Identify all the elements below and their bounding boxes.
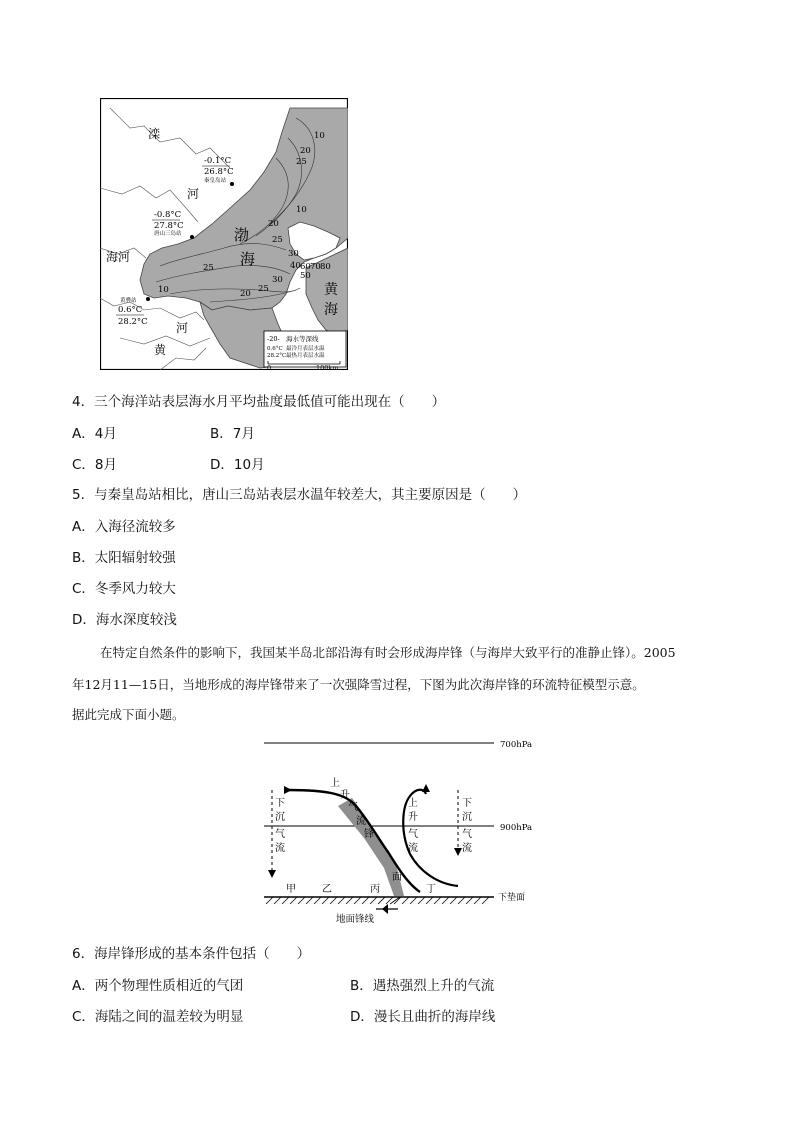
svg-text:60: 60 bbox=[300, 262, 311, 272]
svg-text:上: 上 bbox=[330, 778, 340, 789]
svg-text:气: 气 bbox=[348, 802, 358, 813]
q4-option-a: A．4月 bbox=[72, 426, 117, 442]
left-sink-arrowhead bbox=[268, 870, 276, 878]
svg-text:25: 25 bbox=[272, 235, 283, 245]
passage-line-1: 在特定自然条件的影响下，我国某半岛北部沿海有时会形成海岸锋（与海岸大致平行的准静止锋）。2005 bbox=[100, 645, 676, 660]
legend-max-label: 最热月表层水温 bbox=[286, 353, 325, 359]
svg-text:气: 气 bbox=[275, 829, 285, 840]
svg-text:下: 下 bbox=[462, 798, 472, 809]
q5-option-a: A．入海径流较多 bbox=[72, 519, 176, 535]
label-sea-huang2: 海 bbox=[324, 302, 338, 318]
q4-option-c: C．8月 bbox=[72, 457, 118, 473]
svg-text:10: 10 bbox=[314, 131, 325, 141]
svg-text:30: 30 bbox=[288, 249, 299, 259]
legend-scale-end: 100km bbox=[316, 364, 339, 370]
passage-line-3: 据此完成下面小题。 bbox=[72, 707, 185, 722]
label-he2: 河 bbox=[176, 321, 189, 335]
svg-text:上: 上 bbox=[408, 798, 418, 809]
q6-option-c: C．海陆之间的温差较为明显 bbox=[72, 1009, 244, 1025]
rising-curve-left-arrowhead bbox=[284, 786, 292, 794]
svg-text:70: 70 bbox=[310, 262, 321, 272]
label-900hpa: 900hPa bbox=[500, 823, 533, 833]
q5-option-c: C．冬季风力较大 bbox=[72, 581, 176, 597]
ground-point-labels bbox=[286, 883, 436, 895]
svg-text:流: 流 bbox=[408, 843, 418, 854]
q4-option-d: D．10月 bbox=[210, 457, 265, 473]
label-haihe: 海河 bbox=[106, 250, 131, 264]
svg-text:唐山三岛站: 唐山三岛站 bbox=[154, 231, 182, 237]
bohai-map-figure bbox=[100, 98, 348, 370]
label-700hpa: 700hPa bbox=[500, 740, 533, 750]
svg-text:-0.1°C: -0.1°C bbox=[204, 156, 232, 166]
legend-isobath-label: 海水等深线 bbox=[286, 335, 319, 343]
svg-text:30: 30 bbox=[272, 275, 283, 285]
coastal-front-diagram bbox=[258, 734, 536, 930]
svg-text:丙: 丙 bbox=[370, 884, 380, 895]
q6-option-b: B．遇热强烈上升的气流 bbox=[350, 978, 495, 994]
legend-min-sample: 0.6°C bbox=[267, 346, 283, 352]
svg-text:25: 25 bbox=[258, 284, 269, 294]
svg-text:80: 80 bbox=[320, 262, 331, 272]
coastal-front-svg bbox=[258, 734, 536, 930]
rise1-labels bbox=[330, 776, 366, 827]
q6-option-a: A．两个物理性质相近的气团 bbox=[72, 978, 244, 994]
svg-text:丁: 丁 bbox=[426, 884, 436, 895]
q5-stem: 5．与秦皇岛站相比，唐山三岛站表层水温年较差大，其主要原因是（ ） bbox=[72, 487, 527, 503]
q6-option-d: D．漫长且曲折的海岸线 bbox=[350, 1009, 496, 1025]
svg-text:甲: 甲 bbox=[286, 884, 296, 895]
svg-text:28.2°C: 28.2°C bbox=[118, 317, 148, 327]
legend-isobath-sample: -20- bbox=[267, 335, 280, 343]
svg-text:流: 流 bbox=[275, 843, 285, 854]
svg-text:流: 流 bbox=[356, 816, 366, 827]
label-luan: 滦 bbox=[148, 127, 161, 141]
q5-option-d: D．海水深度较浅 bbox=[72, 612, 177, 628]
label-surface: 下垫面 bbox=[498, 893, 526, 903]
label-he1: 河 bbox=[187, 187, 200, 201]
svg-text:黄骅站: 黄骅站 bbox=[120, 298, 137, 304]
front-symbol-marker bbox=[382, 904, 388, 914]
svg-text:秦皇岛站: 秦皇岛站 bbox=[204, 178, 227, 184]
svg-text:升: 升 bbox=[408, 812, 418, 823]
svg-text:26.8°C: 26.8°C bbox=[204, 167, 234, 177]
svg-text:锋: 锋 bbox=[364, 829, 374, 840]
rising-curve-right-arrowhead bbox=[422, 784, 430, 792]
svg-text:面: 面 bbox=[392, 872, 402, 883]
q4-option-b: B．7月 bbox=[210, 426, 255, 442]
map-legend bbox=[264, 331, 346, 370]
svg-text:25: 25 bbox=[203, 263, 214, 273]
svg-text:流: 流 bbox=[462, 843, 472, 854]
ground-hatching bbox=[266, 897, 489, 904]
svg-text:20: 20 bbox=[268, 219, 279, 229]
label-sea-bo1: 渤 bbox=[234, 226, 250, 244]
legend-min-label: 最冷月表层水温 bbox=[286, 346, 325, 352]
label-front-line: 地面锋线 bbox=[336, 914, 375, 925]
svg-text:20: 20 bbox=[240, 289, 251, 299]
svg-text:沉: 沉 bbox=[462, 812, 472, 823]
svg-text:升: 升 bbox=[340, 790, 350, 801]
rise2-labels bbox=[408, 796, 418, 854]
svg-text:气: 气 bbox=[462, 829, 472, 840]
svg-text:0.6°C: 0.6°C bbox=[118, 305, 143, 315]
label-huang: 黄 bbox=[154, 343, 167, 357]
svg-text:10: 10 bbox=[296, 205, 307, 215]
svg-text:40: 40 bbox=[290, 261, 301, 271]
q5-option-b: B．太阳辐射较强 bbox=[72, 550, 176, 566]
svg-text:沉: 沉 bbox=[275, 812, 285, 823]
svg-text:下: 下 bbox=[275, 798, 285, 809]
q4-stem: 4．三个海洋站表层海水月平均盐度最低值可能出现在（ ） bbox=[72, 394, 446, 410]
bohai-map-svg bbox=[100, 98, 348, 370]
legend-scale-start: 0 bbox=[267, 364, 272, 370]
q6-stem: 6．海岸锋形成的基本条件包括（ ） bbox=[72, 946, 311, 962]
svg-text:27.8°C: 27.8°C bbox=[154, 221, 184, 231]
label-sea-huang1: 黄 bbox=[324, 282, 338, 298]
legend-max-sample: 28.2°C bbox=[267, 353, 287, 359]
svg-text:50: 50 bbox=[300, 271, 311, 281]
svg-text:气: 气 bbox=[408, 829, 418, 840]
svg-text:25: 25 bbox=[296, 157, 307, 167]
right-sink-arrowhead bbox=[454, 848, 462, 856]
svg-text:10: 10 bbox=[158, 285, 169, 295]
svg-text:20: 20 bbox=[300, 146, 311, 156]
passage-line-2: 年12月11—15日，当地形成的海岸锋带来了一次强降雪过程，下图为此次海岸锋的环流特征模型示意。 bbox=[72, 677, 645, 692]
svg-text:-0.8°C: -0.8°C bbox=[154, 210, 182, 220]
svg-text:乙: 乙 bbox=[322, 884, 332, 895]
label-sea-bo2: 海 bbox=[240, 250, 256, 268]
